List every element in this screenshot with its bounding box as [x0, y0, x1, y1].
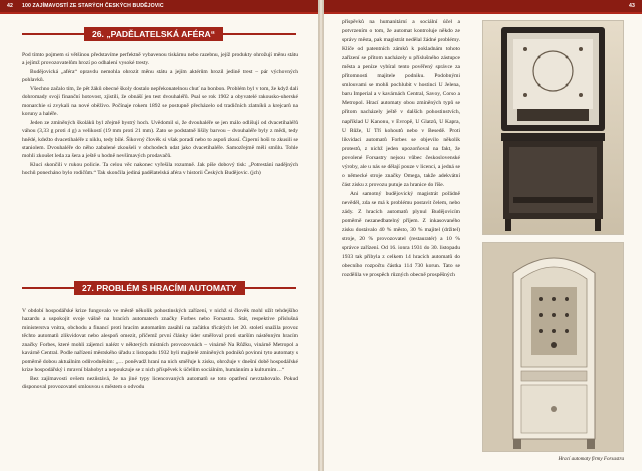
slot-machine-photo-bottom [482, 242, 624, 452]
section-27-text [22, 307, 298, 392]
running-header-left [0, 0, 318, 12]
paragraph: příspěvků na humanitární a sociální účel a potvrzením o tom, že automat kontroluje někdo ze správy města, pak magistrát nedělal žádné problémy. Klíče od patentních zámků k pokladnám tohoto zařízení se přitom nacházely u příslušného zástupce města a peníze vybíral tento pověřený správce za přítomnosti majitele podniku. Podobnými smlouvami se mohli pochlubit v hostinci U Jelena, baru Imperial a v kavárnách Central, Savoy, Corso a Metropol. Hrací automaty obou zmíněných typů se přitom nacházely ještě v dalších pohostinstvích, například U Kanonu, v Evropě, U Glatzů, U Kapra, U Růže, U Tří kohoutů nebo v Besedě. Proti likvidaci automatů Forbes se objevilo několik protestů, z nichž jeden upozorňoval na fakt, že povolené Forsastry nejsou vůbec československé výroby, ale u nás se dělají pouze v licenci, a jedná se o německé stroje značky Omega, takže adekvátní část zisku z provozu putuje za hranice do říše. [342, 19, 460, 188]
section-title-27 [22, 281, 296, 295]
paragraph: V období hospodářské krize fungovalo ve městě několik pohostinských zařízení, v nichž si člověk mohl užít tehdejšího hazardu a uspokojit svoje vášně na hracích automatech značky Forbes nebo Forsastra. Stát, respektive příslušná ministerstva vnitra, obchodu a financí proti hracím automatům zasáhli na začátku třicátých let 20. století snažila provoz těchto automatů zlikvidovat nebo alespoň omezit, přičemž první články úder směřoval proti starším nástěnným hracím značky Forbes, které mohli zájemci nalézt v některých místních provozovnách – vinárně Na Růžku, vinárně Metropol a kavárně Central. Podle nařízení městského úřadu z listopadu 1932 byli majitelé zmíněných podniků povinni tyto automaty s poměrně dobou aktuálním odůvodněním: „… poněvadž hraní na nich směřuje k zisku, ohrožuje v dnešní době hospodářské krize hospodářský i mravní blahobyt a nepoukzuje se z nich příspěvek k účelům sociálním, humánním a kulturním…“ [22, 308, 298, 374]
paragraph: Kluci skončili v rukou policie. Ta celou věc nakonec vyřešila rozumně. Jak píše dobový tisk: „Potrestání nadějných hochů ponecháno bylo rodičům.“ Tak skončila jediná padělatelská aféra v historii Českých Budějovic. (jch) [22, 161, 298, 177]
section-heading: 26. „PADĚLATELSKÁ AFÉRA“ [84, 27, 223, 41]
right-page [323, 0, 642, 471]
running-header-right [324, 0, 642, 12]
paragraph: Všechno začalo tím, že pět žáků obecné školy dostalo nepřekonatelnou chuť na bonbon. Problém byl v tom, že když dali dohromady svoji finanční hotovost, zjistili, že obnáší jen test dvouhaléřů. Psal se rok 1902 a obyvatelé rakousko-uherské monarchie si zvykali na nové oběživo. Počínaje rokem 1892 se postupně přecházelo od tradičních zlatníků a krejcarů na koruny a haléře. [22, 85, 298, 118]
photo-caption: Hrací automaty firmy Forsastra [558, 456, 624, 462]
left-page [0, 0, 319, 471]
section-heading: 27. PROBLÉM S HRACÍMI AUTOMATY [74, 281, 245, 295]
page-number-left: 42 [7, 3, 13, 9]
running-title: 100 ZAJÍMAVOSTÍ ZE STARÝCH ČESKÝCH BUDĚJOVIC [22, 3, 164, 9]
right-page-text [342, 18, 460, 280]
section-26-text [22, 51, 298, 178]
header-rule [0, 12, 318, 14]
section-title-26 [22, 27, 296, 41]
page-number-right: 43 [629, 3, 635, 9]
slot-machine-photo-top [482, 20, 624, 235]
paragraph: Bez zajímavosti ovšem nezůstává, že na jiné typy licencovaných automatů se toto opatření nevztahovalo. Pokud disponoval provozovatel smlouvou s městem o odvodu [22, 375, 298, 391]
paragraph: Pod tímto pojmem si většinou představíme perfektně vybavenou tiskárnu nebo razebnu, jejíž produkty ohrožují měnu státu a jejímž provozovatelům hrozí po odhalení vysoké tresty. [22, 52, 298, 67]
forsastra-machine-illustration [483, 243, 624, 452]
paragraph: Ani samotný budějovický magistrát pořádně nevěděl, zda se má k problému postavit čelem, nebo zády. Z hracích automatů plynul Budějovicím poměrně nezanedbatelný příjem. Z inkasovaného zisku dostávalo 40 % město, 30 % majitel (držitel) stroje, 20 % provozovatel (restauratér) a 10 % správce zařízení. Od 16. ionra 1931 do 30. listopadu 1933 tak přibyla z celkem 14 hracích automatů do obecního rozpočtu částka 114 730 korun. Tato se rozdělila ve prospěch různých obecně prospěšných [342, 190, 460, 279]
paragraph: Jeden ze zmíněných školáků byl zřejmě bystrý hoch. Uvědomil si, že dvouhaléře se jen málo odlišují od dvacetihaléřů váhou (3,33 g proti 4 g) a velikostí (19 mm proti 21 mm). Zato se podstatně lišily barvou – dvouhaléře byly z mědi, tedy hnědé, kdežto dvacetihaléře z niklu, tedy bílé. Šikovný člověk si však poradí nebo to aspoň zkusí. Čiperní hoši to zkusili se staniolem. Dvouhaléře do něho zabalené zkoušeli v obchodech udat jako dvacetihaléře. Samozřejmě měli smůlu. Tohle mohli zkoušet leda za šera a ještě u hodně nevšímavých prodavačů. [22, 119, 298, 160]
header-rule [324, 12, 642, 14]
paragraph: Budějovická „aféra“ opravdu nemohla ohrozit měnu státu a jejím aktérům hrozil jedině trest – pár výchovných pohlavků. [22, 68, 298, 84]
slot-machine-cabinet-illustration [483, 21, 624, 235]
